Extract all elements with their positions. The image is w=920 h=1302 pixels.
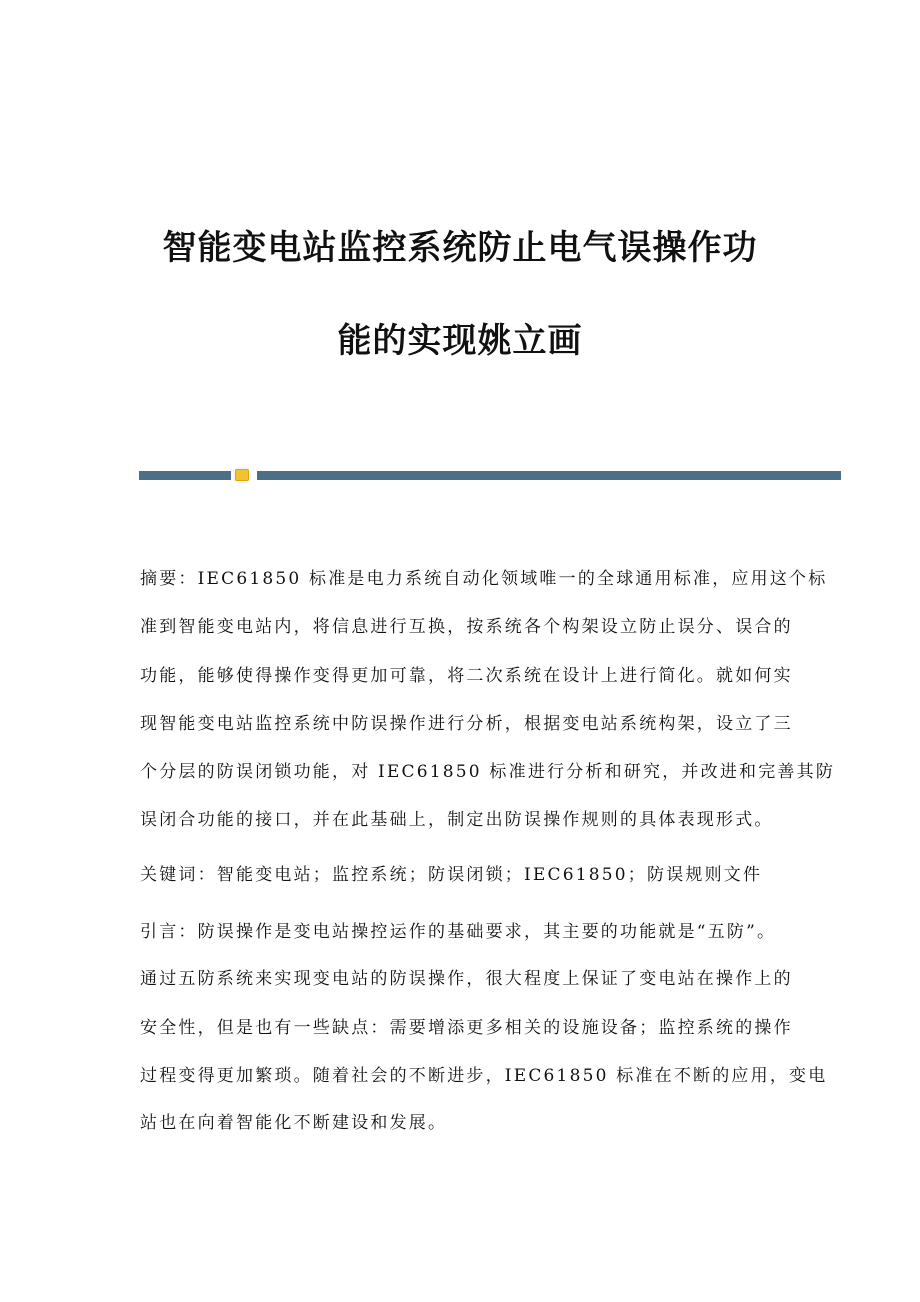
title-divider	[139, 471, 841, 480]
intro-line: 引言：防误操作是变电站操控运作的基础要求，其主要的功能就是“五防”。	[140, 922, 777, 942]
abstract-line: 摘要：IEC61850 标准是电力系统自动化领域唯一的全球通用标准，应用这个标	[140, 569, 828, 589]
abstract-line: 误闭合功能的接口，并在此基础上，制定出防误操作规则的具体表现形式。	[140, 810, 774, 830]
keywords: 关键词：智能变电站；监控系统；防误闭锁；IEC61850；防误规则文件	[140, 865, 763, 885]
document-title-line-2: 能的实现姚立画	[337, 321, 583, 361]
abstract-line: 现智能变电站监控系统中防误操作进行分析，根据变电站系统构架，设立了三	[140, 714, 793, 734]
abstract-line: 功能，能够使得操作变得更加可靠，将二次系统在设计上进行简化。就如何实	[140, 666, 793, 686]
intro-line: 站也在向着智能化不断建设和发展。	[140, 1113, 448, 1133]
intro-line: 通过五防系统来实现变电站的防误操作，很大程度上保证了变电站在操作上的	[140, 969, 793, 989]
divider-bar-right	[257, 471, 841, 480]
divider-ornament-icon	[235, 469, 249, 481]
divider-bar-left	[139, 471, 231, 480]
intro-line: 过程变得更加繁琐。随着社会的不断进步，IEC61850 标准在不断的应用，变电	[140, 1066, 828, 1086]
abstract-line: 准到智能变电站内，将信息进行互换，按系统各个构架设立防止误分、误合的	[140, 617, 793, 637]
abstract-line: 个分层的防误闭锁功能，对 IEC61850 标准进行分析和研究，并改进和完善其防	[140, 762, 836, 782]
document-title-line-1: 智能变电站监控系统防止电气误操作功	[162, 228, 758, 268]
intro-line: 安全性，但是也有一些缺点：需要增添更多相关的设施设备；监控系统的操作	[140, 1018, 793, 1038]
